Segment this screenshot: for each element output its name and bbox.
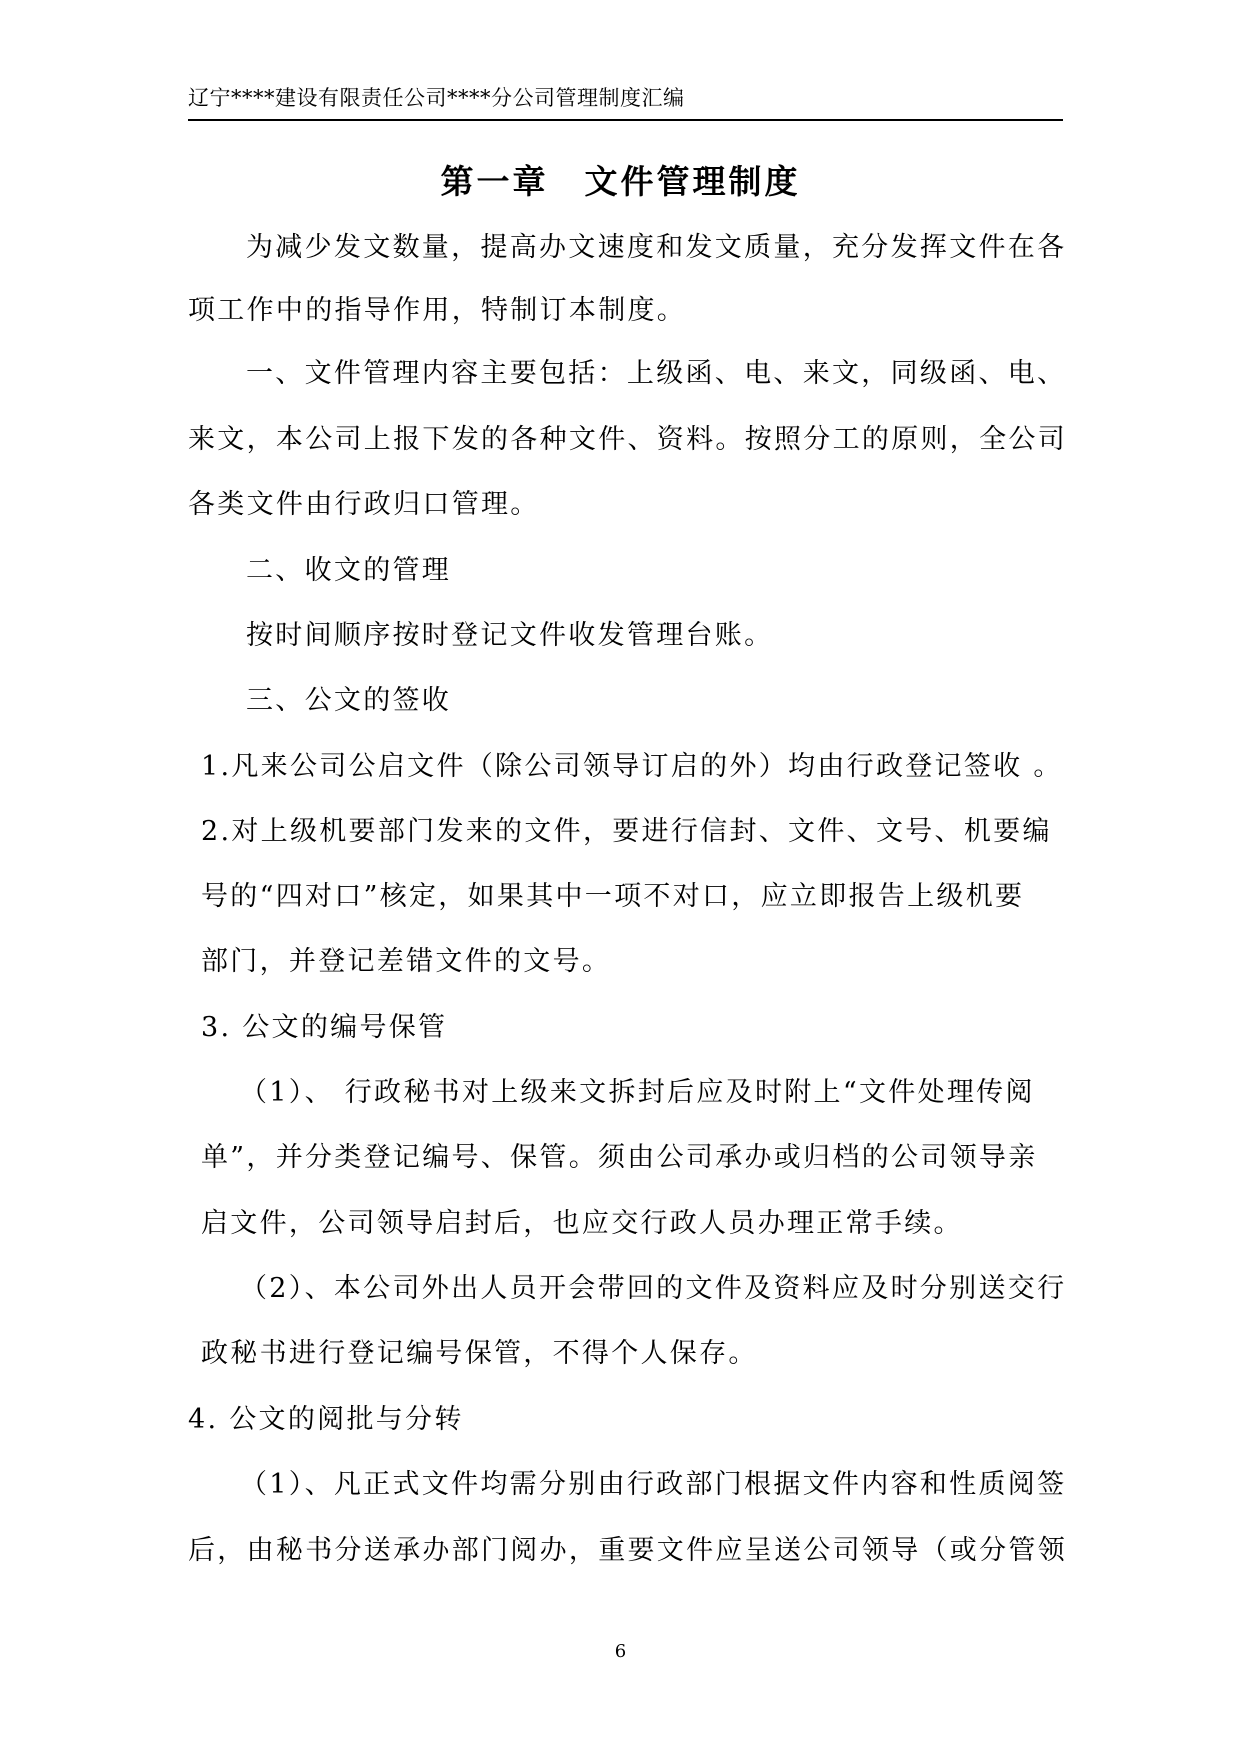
list-item-line: 部门，并登记差错文件的文号。 <box>201 946 612 977</box>
paragraph-line: （1）、凡正式文件均需分别由行政部门根据文件内容和性质阅签 <box>240 1469 1067 1500</box>
section-heading: 二、收文的管理 <box>246 555 452 586</box>
paragraph-line: 来文，本公司上报下发的各种文件、资料。按照分工的原则，全公司 <box>188 424 1067 455</box>
list-item-line: 号的“四对口”核定，如果其中一项不对口，应立即报告上级机要 <box>201 881 1025 912</box>
subsection-heading: 3. 公文的编号保管 <box>201 1012 448 1043</box>
list-item-line: 1.凡来公司公启文件（除公司领导订启的外）均由行政登记签收 。 <box>201 751 1063 782</box>
paragraph-line: 启文件，公司领导启封后，也应交行政人员办理正常手续。 <box>201 1208 963 1239</box>
paragraph-line: 各类文件由行政归口管理。 <box>188 489 540 520</box>
paragraph-line: 单”，并分类登记编号、保管。须由公司承办或归档的公司领导亲 <box>201 1142 1038 1173</box>
paragraph-line: 一、文件管理内容主要包括：上级函、电、来文，同级函、电、 <box>246 358 1067 389</box>
list-item-line: 2.对上级机要部门发来的文件，要进行信封、文件、文号、机要编 <box>201 816 1052 847</box>
chapter-title: 第一章 文件管理制度 <box>440 162 801 201</box>
paragraph-line: （2）、本公司外出人员开会带回的文件及资料应及时分别送交行 <box>240 1273 1067 1304</box>
paragraph-line: 政秘书进行登记编号保管，不得个人保存。 <box>201 1338 758 1369</box>
paragraph-line: （1）、 行政秘书对上级来文拆封后应及时附上“文件处理传阅 <box>240 1077 1035 1108</box>
paragraph-line: 后，由秘书分送承办部门阅办，重要文件应呈送公司领导（或分管领 <box>188 1535 1067 1566</box>
running-header: 辽宁****建设有限责任公司****分公司管理制度汇编 <box>188 86 685 110</box>
subsection-heading: 4. 公文的阅批与分转 <box>188 1404 464 1435</box>
page-number: 6 <box>614 1641 627 1662</box>
paragraph-line: 为减少发文数量，提高办文速度和发文质量，充分发挥文件在各 <box>246 232 1067 263</box>
header-divider <box>188 119 1063 121</box>
paragraph-line: 项工作中的指导作用，特制订本制度。 <box>188 295 687 326</box>
paragraph-line: 按时间顺序按时登记文件收发管理台账。 <box>246 620 774 651</box>
section-heading: 三、公文的签收 <box>246 685 452 716</box>
